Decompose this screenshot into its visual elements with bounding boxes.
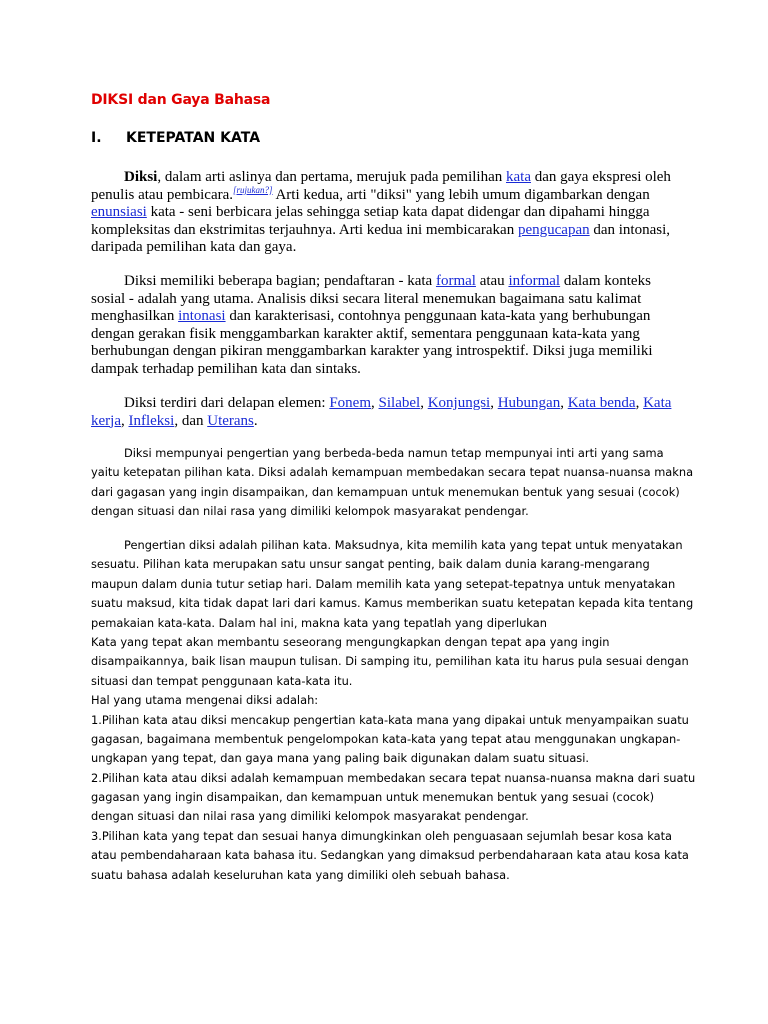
text: dalam konteks: [560, 273, 651, 289]
text-line: atau pembendaharaan kata bahasa itu. Sedangkan yang dimaksud perbendaharaan kata atau kosa kata: [91, 848, 689, 863]
paragraph-diksi-meaning: [91, 444, 694, 522]
link-enunsiasi[interactable]: enunsiasi: [91, 204, 147, 220]
link-infleksi[interactable]: Infleksi: [128, 412, 175, 429]
text: penulis atau pembicara.: [91, 186, 234, 203]
text: , dalam arti aslinya dan pertama, merujuk pada pemilihan: [157, 169, 506, 185]
text: sosial - adalah yang utama. Analisis diksi secara literal menemukan bagaimana satu kalimat: [91, 290, 642, 307]
text: Diksi memiliki beberapa bagian; pendaftaran - kata: [124, 273, 436, 289]
text-line: Kata yang tepat akan membantu seseorang mengungkapkan dengan tepat apa yang ingin: [91, 634, 610, 649]
link-kata-kerja-part2[interactable]: kerja: [91, 412, 121, 429]
text-line: dengan situasi dan nilai rasa yang dimiliki kelompok masyarakat pendengar.: [91, 504, 529, 519]
section-title: KETEPATAN KATA: [126, 130, 261, 146]
text: dan intonasi,: [589, 221, 671, 238]
link-intonasi[interactable]: intonasi: [178, 308, 226, 324]
text: berhubungan dengan pikiran menggambarkan karakter yang introspektif. Diksi juga memiliki: [91, 343, 653, 359]
text-line: gagasan, bagaimana membentuk pengelompokan kata-kata yang tepat atau menggunakan ungkapan-: [91, 731, 681, 746]
link-uterans[interactable]: Uterans: [207, 412, 254, 429]
text: Diksi terdiri dari delapan elemen:: [124, 395, 330, 411]
list-item-1: 1.Pilihan kata atau diksi mencakup pengertian kata-kata mana yang dipakai untuk menyampaikan suatu: [91, 712, 689, 727]
link-konjungsi[interactable]: Konjungsi: [427, 395, 491, 411]
text: ,: [420, 395, 428, 411]
section-heading: [91, 130, 260, 146]
list-item-3: 3.Pilihan kata yang tepat dan sesuai hanya dimungkinkan oleh penguasaan sejumlah besar kosa kata: [91, 828, 673, 843]
document-title: DIKSI dan Gaya Bahasa: [91, 92, 271, 108]
text: , dan: [174, 412, 208, 429]
text: ,: [560, 395, 568, 411]
text-line: Diksi mempunyai pengertian yang berbeda-beda namun tetap mempunyai inti arti yang sama: [124, 446, 664, 460]
text-line: sesuatu. Pilihan kata merupakan satu unsur sangat penting, baik dalam dunia karang-mengarang: [91, 557, 650, 572]
link-kata-benda[interactable]: Kata benda: [567, 395, 636, 411]
text: menghasilkan: [91, 308, 179, 324]
paragraph-diksi-elements: [91, 395, 681, 430]
text: kata - seni berbicara jelas sehingga setiap kata dapat didengar dan dipahami hingga: [146, 204, 650, 220]
link-formal[interactable]: formal: [435, 273, 476, 289]
link-silabel[interactable]: Silabel: [378, 395, 421, 411]
text-line: situasi dan tempat penggunaan kata-kata itu.: [91, 673, 353, 688]
text: ,: [635, 395, 644, 411]
paragraph-diksi-parts: [91, 273, 681, 378]
text-line: dengan situasi dan nilai rasa yang dimiliki kelompok masyarakat pendengar.: [91, 809, 529, 824]
text: dan gaya ekspresi oleh: [530, 169, 671, 185]
text-line: Pengertian diksi adalah pilihan kata. Maksudnya, kita memilih kata yang tepat untuk menyatakan: [124, 538, 683, 552]
text-line: suatu maksud, kita tidak dapat lari dari kamus. Kamus memberikan suatu ketepatan kepada kita tentang: [91, 596, 694, 611]
text-line: Hal yang utama mengenai diksi adalah:: [91, 693, 319, 708]
list-item-2: 2.Pilihan kata atau diksi adalah kemampuan membedakan secara tepat nuansa-nuansa makna dari suatu: [91, 770, 696, 785]
text: ,: [371, 395, 379, 411]
text-line: gagasan yang ingin disampaikan, dan kemampuan untuk menemukan bentuk yang sesuai (cocok): [91, 790, 655, 805]
text: dampak terhadap pemilihan kata dan sintaks.: [91, 360, 361, 377]
text-line: maupun dalam dunia tutur setiap hari. Dalam memilih kata yang setepat-tepatnya untuk menyatakan: [91, 576, 676, 591]
section-number: I.: [91, 130, 102, 146]
link-informal[interactable]: informal: [508, 273, 561, 289]
text-line: dari gagasan yang ingin disampaikan, dan kemampuan untuk menemukan bentuk yang sesuai (cocok): [91, 484, 680, 499]
text: ,: [490, 395, 498, 411]
paragraph-diksi-definition: [91, 169, 681, 257]
text-line: yaitu ketepatan pilihan kata. Diksi adalah kemampuan membedakan secara tepat nuansa-nuansa makna: [91, 465, 694, 480]
text: ,: [120, 412, 129, 429]
text: .: [253, 412, 258, 429]
text: dan karakterisasi, contohnya penggunaan kata-kata yang berhubungan: [225, 308, 651, 324]
link-kata-kerja-part1[interactable]: Kata: [643, 395, 672, 411]
paragraph-diksi-pengertian: [91, 536, 696, 885]
text: dengan gerakan fisik menggambarkan karakter aktif, sementara penggunaan kata-kata yang: [91, 325, 640, 342]
bold-term: Diksi: [124, 169, 158, 185]
link-pengucapan[interactable]: pengucapan: [517, 221, 590, 238]
link-rujukan[interactable]: [rujukan?]: [233, 184, 273, 195]
link-kata[interactable]: kata: [506, 169, 531, 185]
text-line: disampaikannya, baik lisan maupun tulisan. Di samping itu, pemilihan kata itu harus pula sesuai dengan: [91, 654, 689, 669]
text: atau: [475, 273, 509, 289]
link-hubungan[interactable]: Hubungan: [497, 395, 561, 411]
text: kompleksitas dan ekstrimitas terjauhnya. Arti kedua ini membicarakan: [91, 221, 518, 238]
text-line: pemakaian kata-kata. Dalam hal ini, makna kata yang tepatlah yang diperlukan: [91, 615, 548, 630]
text: Arti kedua, arti "diksi" yang lebih umum digambarkan dengan: [272, 186, 650, 203]
text-line: ungkapan yang tepat, dan gaya mana yang paling baik digunakan dalam suatu situasi.: [91, 751, 590, 766]
link-fonem[interactable]: Fonem: [329, 395, 372, 411]
text-line: suatu bahasa adalah keseluruhan kata yang dimiliki oleh sebuah bahasa.: [91, 867, 510, 882]
text: daripada pemilihan kata dan gaya.: [91, 239, 297, 255]
